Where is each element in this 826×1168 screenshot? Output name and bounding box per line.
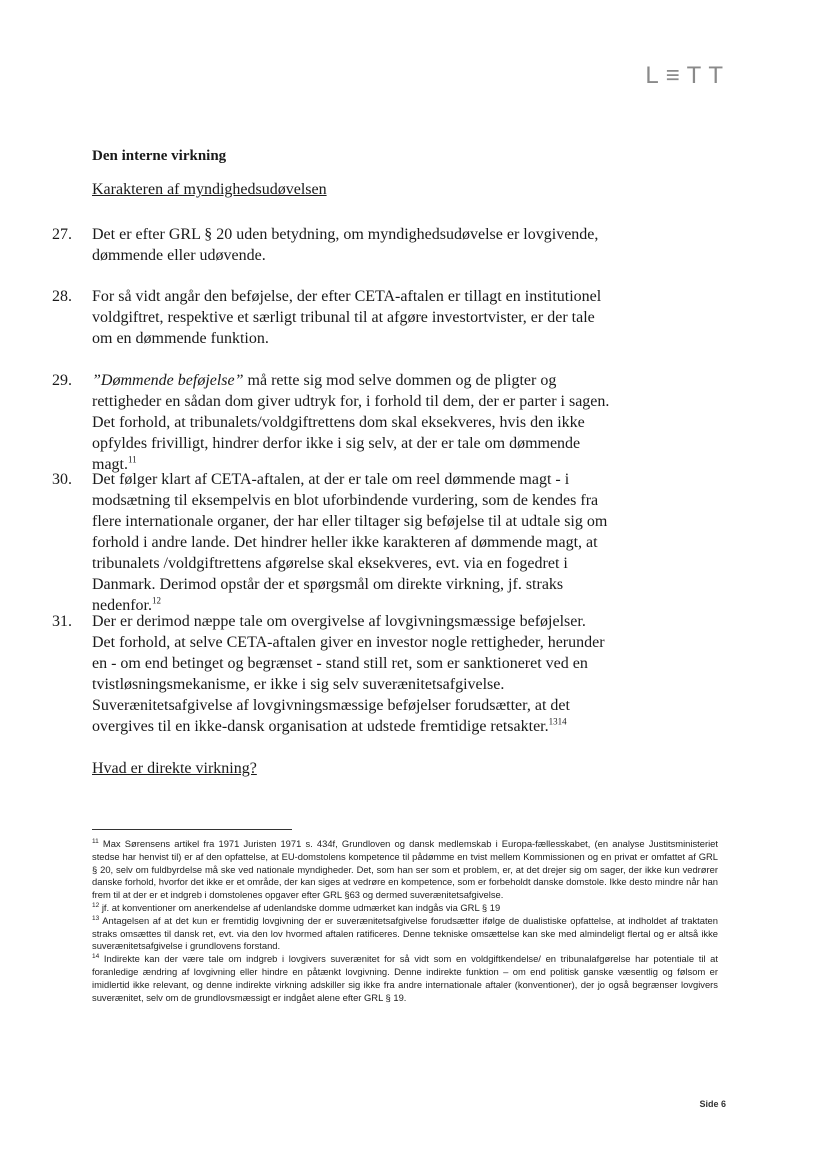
paragraph-30 xyxy=(52,469,612,616)
paragraph-29 xyxy=(52,370,612,475)
paragraph-text-wrap xyxy=(92,370,612,475)
footnote-13 xyxy=(92,915,718,953)
paragraph-text: Der er derimod næppe tale om overgivelse af lovgivningsmæssige beføjelser. Det forhold, at selve CETA-aftalen giver en investor nogle rettigheder, herunder en - om end betinget og begrænset - stand still ret, som er sanktioneret ved en tvistløsningsmekanisme, er ikke i sig selv suverænitetsafgivelse. Suverænitetsafgivelse af lovgivningsmæssige beføjelser forudsætter, at det overgives til en ikke-dansk organisation at udstede fremtidige retsakter. xyxy=(92,613,605,735)
paragraph-28 xyxy=(52,286,612,349)
footnote-text: Antagelsen af at det kun er fremtidig lovgivning der er suverænitetsafgivelse forudsætter ifølge de dualistiske opfattelse, at indholdet af traktaten straks omsættes til dansk ret, evt. via den lov hvormed aftalen ratificeres. Denne tekniske omsættelse kan ske med almindeligt flertal og er altså ikke suverænitetsafgivelse i grundlovens forstand. xyxy=(92,914,718,952)
paragraph-number: 30. xyxy=(52,471,72,488)
paragraph-text: Det følger klart af CETA-aftalen, at der er tale om reel dømmende magt - i modsætning til eksempelvis en blot uforbindende vurdering, som de kendes fra flere internationale organer, der har eller tiltager sig beføjelse til at udtale sig om forhold i andre lande. Det hindrer heller ikke karakteren af dømmende magt, at tribunalets /voldgiftrettens afgørelse skal eksekveres, evt. via en fogedret i Danmark. Derimod opstår der et spørgsmål om direkte virkning, jf. straks nedenfor. xyxy=(92,471,608,614)
footnote-text: Indirekte kan der være tale om indgreb i lovgivers suverænitet for så vidt som en voldgiftkendelse/ en tribunalafgørelse har potentiale til at foranledige ændring af lovgivning eller hindre en påtænkt lovgivning. Denne indirekte funktion – om end politisk ganske væsentlig og følsom er imidlertid ikke relevant, og denne indirekte virkning adskiller sig ikke fra andre internationale aftaler (konventioner), der jo også begrænser lovgivers suverænitet, selv om de grundlovsmæssigt er indgået alene efter GRL § 19. xyxy=(92,953,719,1003)
section-title: Den interne virkning xyxy=(92,148,227,164)
footnote-mark: 11 xyxy=(92,837,99,845)
footnote-text: Max Sørensens artikel fra 1971 Juristen 1971 s. 434f, Grundloven og dansk medlemskab i Europa-fællesskabet, (en analyse Justitsministeriet stedse har henvist til) er af den opfattelse, at EU-domstolens kompetence til pådømme en tvist mellem Kommissionen og en privat er omfattet af GRL § 20, selv om fuldbyrdelse må ske ved nationale myndigheder. Det, som han ser som et problem, er, at det drejer sig om sager, der ikke kun vedrører danske forhold, hvorfor det ikke er et område, der kan siges at vedrøre en kompetence, som er forbeholdt danske domstole. Ikke desto mindre når han frem til at der er et indgreb i domstolenes opgaver efter GRL §63 og dermed suverænitetsafgivelse. xyxy=(92,838,718,901)
footnote-mark: 13 xyxy=(92,914,100,922)
paragraph-number: 28. xyxy=(52,288,72,305)
page-number: Side 6 xyxy=(699,1099,726,1109)
footnote-mark: 12 xyxy=(92,901,100,909)
footnote-text: jf. at konventioner om anerkendelse af udenlandske domme udmærket kan indgås via GRL § 19 xyxy=(101,901,501,913)
paragraph-number: 27. xyxy=(52,226,72,243)
paragraph-text-wrap xyxy=(92,611,612,737)
paragraph-number: 29. xyxy=(52,372,72,389)
footnote-ref[interactable]: 12 xyxy=(151,595,161,606)
footnote-mark: 14 xyxy=(92,953,100,961)
footnote-14 xyxy=(92,953,718,1004)
paragraph-27 xyxy=(52,224,612,266)
italic-term: ”Dømmende beføjelse” xyxy=(92,372,244,389)
paragraph-text: Det er efter GRL § 20 uden betydning, om myndighedsudøvelse er lovgivende, dømmende eller udøvende. xyxy=(92,226,599,264)
footnote-ref[interactable]: 11 xyxy=(128,454,137,465)
paragraph-text-wrap xyxy=(92,469,612,616)
footnote-11 xyxy=(92,838,718,902)
subheading-direkte-virkning: Hvad er direkte virkning? xyxy=(92,760,257,777)
paragraph-number: 31. xyxy=(52,613,72,630)
footnote-12 xyxy=(92,902,718,915)
subheading-karakteren: Karakteren af myndighedsudøvelsen xyxy=(92,181,327,198)
footnote-divider xyxy=(92,829,292,830)
footnotes xyxy=(92,838,718,1004)
lett-logo: L≡TT xyxy=(645,62,730,89)
footnote-ref[interactable]: 1314 xyxy=(548,716,567,727)
paragraph-text: For så vidt angår den beføjelse, der efter CETA-aftalen er tillagt en institutionel voldgiftret, respektive et særligt tribunal til at afgøre investortvister, er der tale om en dømmende funktion. xyxy=(92,288,602,347)
paragraph-31 xyxy=(52,611,612,737)
paragraph-text: må rette sig mod selve dommen og de pligter og rettigheder en sådan dom giver udtryk for, i forhold til dem, der er parter i sagen. Det forhold, at tribunalets/voldgiftrettens dom skal eksekveres, hvis den ikke opfyldes frivilligt, hindrer derfor ikke i sig selv, at der er tale om dømmende magt. xyxy=(92,372,610,473)
